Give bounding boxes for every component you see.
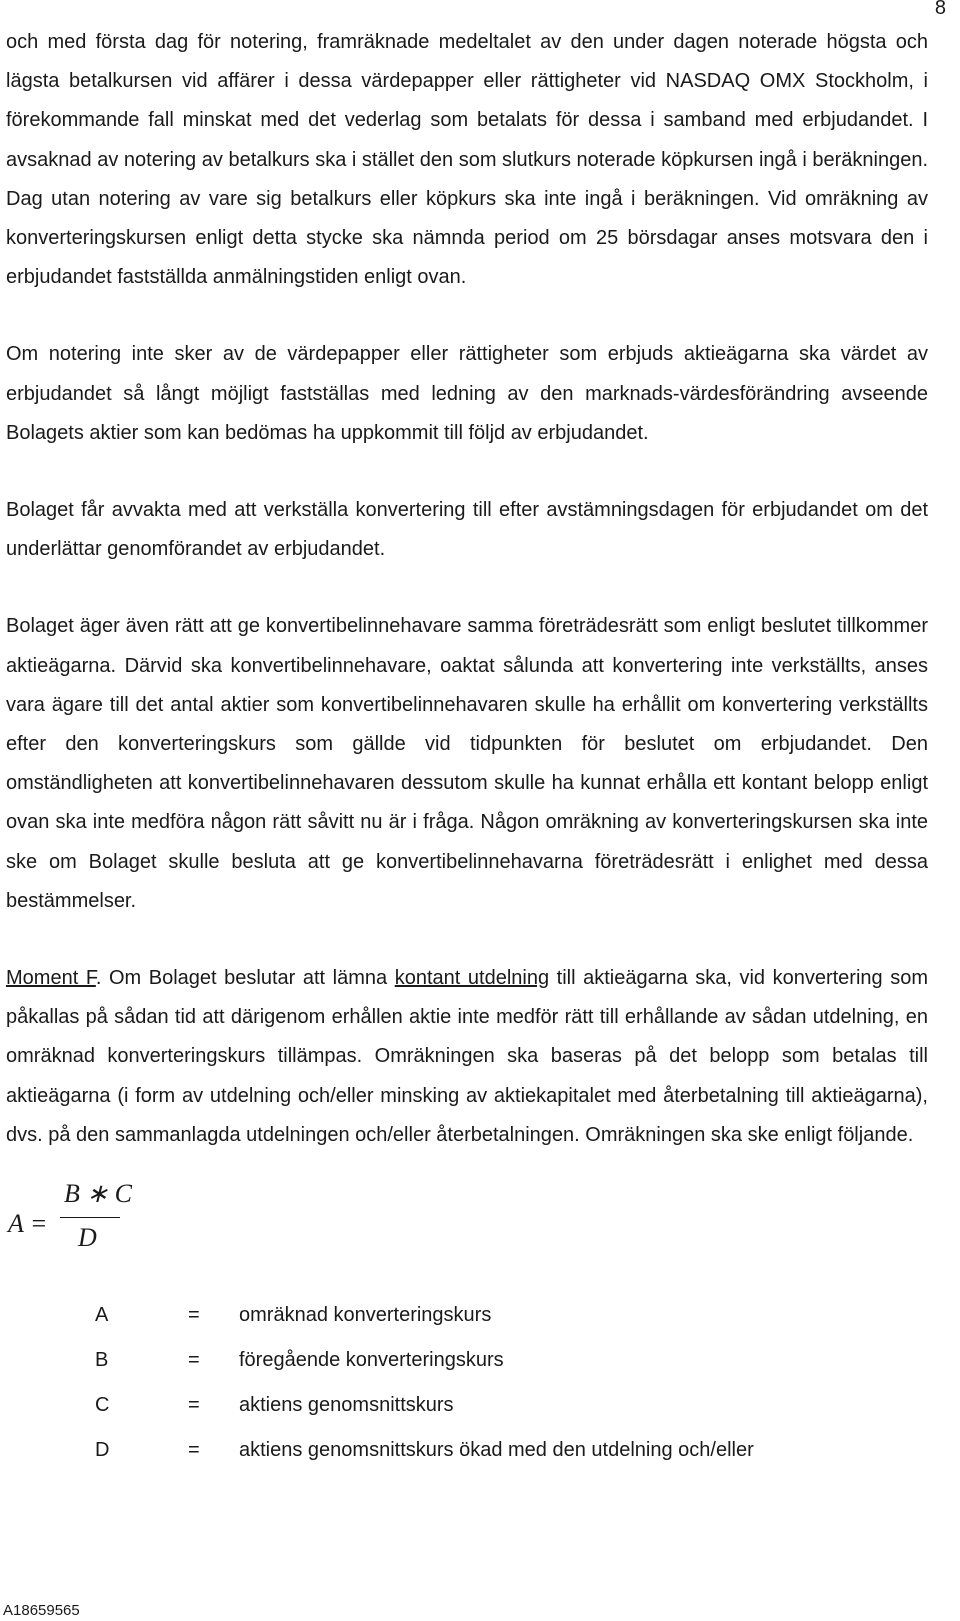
definition-row: [95, 1428, 928, 1473]
definition-symbol: C: [95, 1394, 110, 1417]
moment-heading: Moment F: [6, 967, 96, 990]
document-body: [6, 23, 928, 1473]
paragraph-4: Bolaget äger även rätt att ge konvertibelinnehavare samma företrädesrätt som enligt beslutet tillkommer aktieägarna. Därvid ska konvertibelinnehavare, oaktat sålunda att konvertering inte verkställts, anses vara ägare till det antal aktier som konvertibelinnehavaren skulle ha erhållit om konvertering verkställts efter den konverteringskurs som gällde vid tidpunkten för beslutet om erbjudandet. Den omständligheten att konvertibelinnehavaren dessutom skulle ha kunnat erhålla ett kontant belopp enligt ovan ska inte medföra någon rätt såvitt nu är i fråga. Någon omräkning av konverteringskursen ska inte ske om Bolaget skulle besluta att ge konvertibelinnehavarna företrädesrätt i enlighet med dessa bestämmelser.: [6, 615, 928, 912]
fraction-bar: [60, 1217, 120, 1218]
definition-row: [95, 1383, 928, 1428]
formula-numerator: B ∗ C: [64, 1179, 133, 1209]
definition-equals: =: [188, 1394, 200, 1417]
formula-denominator: D: [78, 1223, 97, 1253]
definition-symbol: B: [95, 1349, 109, 1372]
definition-text: föregående konverteringskurs: [239, 1349, 504, 1372]
paragraph-1: och med första dag för notering, framräknade medeltalet av den under dagen noterade högsta och lägsta betalkursen vid affärer i dessa värdepapper eller rättigheter vid NASDAQ OMX Stockholm, i förekommande fall minskat med det vederlag som betalats för dessa i samband med erbjudandet. I avsaknad av notering av betalkurs ska i stället den som slutkurs noterade köpkursen ingå i beräkningen. Dag utan notering av vare sig betalkurs eller köpkurs ska inte ingå i beräkningen. Vid omräkning av konverteringskursen enligt detta stycke ska nämnda period om 25 börsdagar anses motsvara den i erbjudandet fastställda anmälningstiden enligt ovan.: [6, 31, 928, 289]
definition-row: [95, 1293, 928, 1338]
definition-equals: =: [188, 1349, 200, 1372]
paragraph-3: Bolaget får avvakta med att verkställa konvertering till efter avstämningsdagen för erbjudandet om det underlättar genomförandet av erbjudandet.: [6, 499, 928, 561]
page-number: 8: [934, 0, 946, 19]
definition-text: aktiens genomsnittskurs ökad med den utdelning och/eller: [239, 1439, 754, 1462]
definition-symbol: D: [95, 1439, 110, 1462]
moment-text-a: . Om Bolaget beslutar att lämna: [95, 967, 395, 990]
document-id: A18659565: [3, 1602, 80, 1619]
paragraph-moment-f: [6, 959, 928, 1155]
definition-row: [95, 1338, 928, 1383]
conversion-formula: [6, 1179, 928, 1263]
definition-text: aktiens genomsnittskurs: [239, 1394, 454, 1417]
definition-equals: =: [188, 1439, 200, 1462]
definition-symbol: A: [95, 1304, 109, 1327]
definition-equals: =: [188, 1304, 200, 1327]
paragraph-2: Om notering inte sker av de värdepapper eller rättigheter som erbjuds aktieägarna ska värdet av erbjudandet så långt möjligt fastställas med ledning av den marknads-värdesförändring avseende Bolagets aktier som kan bedömas ha uppkommit till följd av erbjudandet.: [6, 343, 928, 444]
definitions-list: [95, 1293, 928, 1473]
moment-underlined-term: kontant utdelning: [394, 967, 550, 990]
moment-text-b: till aktieägarna ska, vid konvertering som påkallas på sådan tid att därigenom erhållen aktie inte medför rätt till erhållande av sådan utdelning, en omräknad konverteringskurs tillämpas. Omräkningen ska baseras på det belopp som betalas till aktieägarna (i form av utdelning och/eller minsking av aktiekapitalet med återbetalning till aktieägarna), dvs. på den sammanlagda utdelningen och/eller återbetalningen. Omräkningen ska ske enligt följande.: [6, 967, 928, 1146]
formula-lhs: A =: [8, 1209, 48, 1239]
definition-text: omräknad konverteringskurs: [239, 1304, 492, 1327]
